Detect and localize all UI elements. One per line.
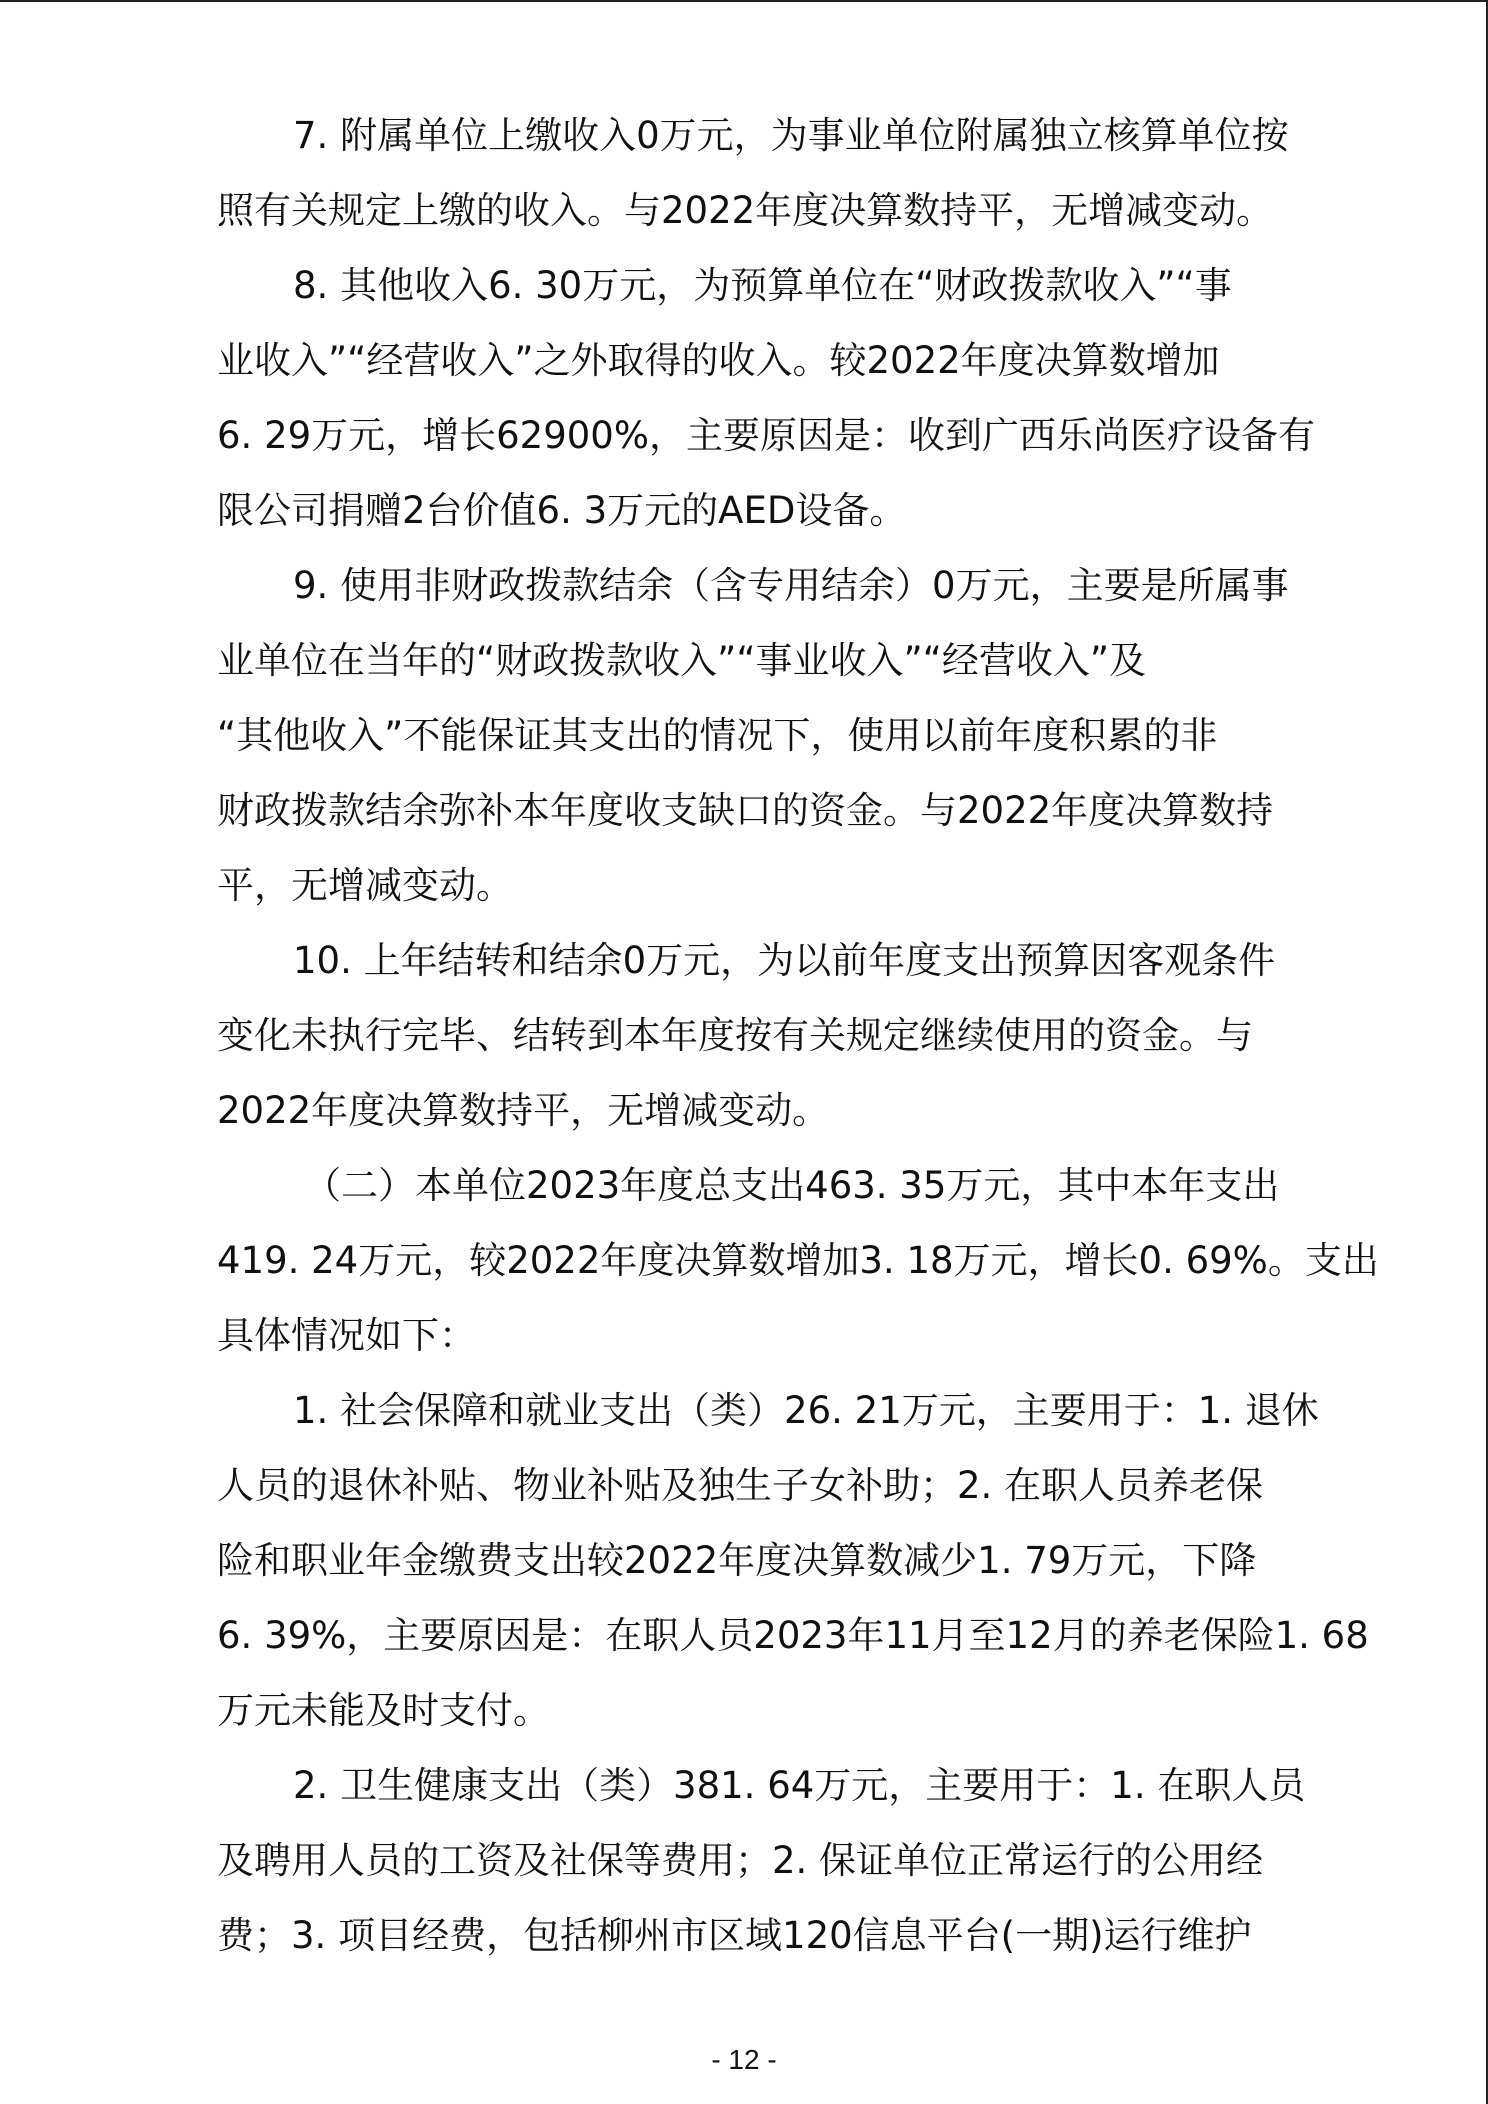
section-2-line-2: 419. 24万元，较2022年度决算数增加3. 18万元，增长0. 69%。支出 [217,1239,1379,1282]
paragraph-10-line-2: 变化未执行完毕、结转到本年度按有关规定继续使用的资金。与 [217,1014,1253,1057]
paragraph-8-line-1: 8. 其他收入6. 30万元，为预算单位在“财政拨款收入”“事 [293,264,1232,307]
paragraph-8-line-4: 限公司捐赠2台价值6. 3万元的AED设备。 [217,489,907,532]
page-number: - 12 - [711,2044,777,2075]
paragraph-9-line-5: 平，无增减变动。 [217,864,513,907]
paragraph-7-line-1: 7. 附属单位上缴收入0万元，为事业单位附属独立核算单位按 [293,114,1289,157]
paragraph-10-line-3: 2022年度决算数持平，无增减变动。 [217,1089,830,1132]
paragraph-7-line-2: 照有关规定上缴的收入。与2022年度决算数持平，无增减变动。 [217,189,1274,232]
paragraph-9-line-3: “其他收入”不能保证其支出的情况下，使用以前年度积累的非 [217,714,1218,757]
paragraph-9-line-2: 业单位在当年的“财政拨款收入”“事业收入”“经营收入”及 [217,639,1147,682]
paragraph-8-line-2: 业收入”“经营收入”之外取得的收入。较2022年度决算数增加 [217,339,1220,382]
paragraph-8-line-3: 6. 29万元，增长62900%，主要原因是：收到广西乐尚医疗设备有 [217,414,1316,457]
expenditure-1-line-2: 人员的退休补贴、物业补贴及独生子女补助；2. 在职人员养老保 [217,1464,1264,1507]
expenditure-1-line-1: 1. 社会保障和就业支出（类）26. 21万元，主要用于：1. 退休 [293,1389,1319,1432]
section-2-line-3: 具体情况如下： [217,1314,476,1357]
document-body [217,98,1379,1973]
section-2-line-1: （二）本单位2023年度总支出463. 35万元，其中本年支出 [304,1164,1280,1207]
paragraph-10-line-1: 10. 上年结转和结余0万元，为以前年度支出预算因客观条件 [293,939,1276,982]
expenditure-2-line-3: 费；3. 项目经费，包括柳州市区域120信息平台(一期)运行维护 [217,1914,1252,1957]
expenditure-1-line-5: 万元未能及时支付。 [217,1689,550,1732]
expenditure-2-line-2: 及聘用人员的工资及社保等费用；2. 保证单位正常运行的公用经 [217,1839,1264,1882]
expenditure-2-line-1: 2. 卫生健康支出（类）381. 64万元，主要用于：1. 在职人员 [293,1764,1306,1807]
paragraph-9-line-4: 财政拨款结余弥补本年度收支缺口的资金。与2022年度决算数持 [217,789,1274,832]
expenditure-1-line-3: 险和职业年金缴费支出较2022年度决算数减少1. 79万元，下降 [217,1539,1257,1582]
expenditure-1-line-4: 6. 39%，主要原因是：在职人员2023年11月至12月的养老保险1. 68 [217,1614,1369,1657]
paragraph-9-line-1: 9. 使用非财政拨款结余（含专用结余）0万元，主要是所属事 [293,564,1289,607]
page-border-top [0,0,1488,2]
